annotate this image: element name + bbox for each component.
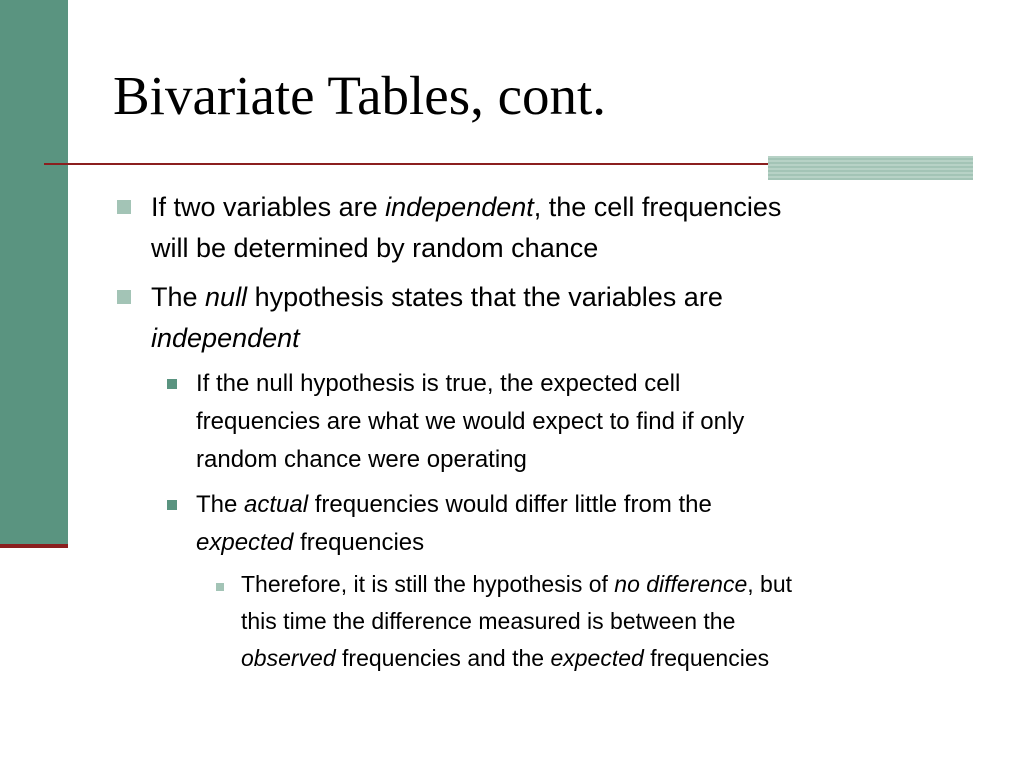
bullet-text — [151, 187, 781, 269]
bullet-square-icon — [117, 290, 131, 304]
bullet-line: If two variables are independent, the cell frequencies — [151, 192, 782, 222]
bullet-line: observed frequencies and the expected frequencies — [241, 645, 770, 671]
bullet-square-icon — [167, 500, 177, 510]
left-accent-rule — [0, 544, 68, 548]
bullet-text — [196, 486, 712, 562]
bullet-square-icon — [117, 200, 131, 214]
accent-block — [768, 156, 973, 180]
bullet-line: The null hypothesis states that the variables are — [151, 282, 723, 312]
bullet-text — [196, 365, 744, 479]
bullet-line: this time the difference measured is between the — [241, 608, 736, 634]
bullet-text — [241, 566, 792, 677]
bullet-line: frequencies are what we would expect to find if only — [196, 408, 745, 435]
bullet-line: random chance were operating — [196, 446, 527, 473]
left-accent-bar — [0, 0, 68, 546]
bullet-line: Therefore, it is still the hypothesis of no difference, but — [241, 571, 793, 597]
bullet-line: The actual frequencies would differ little from the — [196, 491, 712, 518]
bullet-text — [151, 277, 723, 359]
bullet-line: expected frequencies — [196, 529, 425, 556]
bullet-line: independent — [151, 323, 300, 353]
bullet-line: will be determined by random chance — [151, 233, 599, 263]
slide-title: Bivariate Tables, cont. — [113, 65, 607, 126]
bullet-line: If the null hypothesis is true, the expected cell — [196, 370, 681, 397]
bullet-square-icon — [167, 379, 177, 389]
bullet-square-icon — [216, 583, 224, 591]
